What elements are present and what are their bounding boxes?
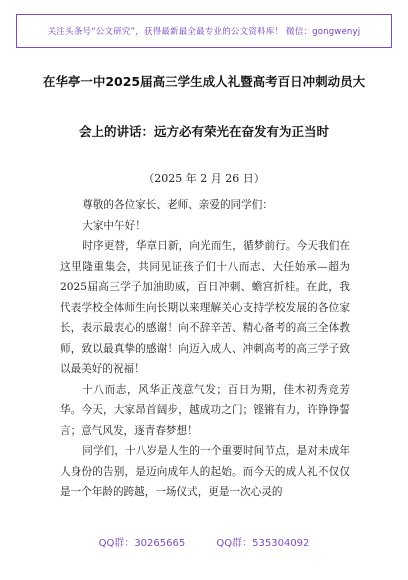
document-title-line-1: 在华亭一中2025届高三学生成人礼暨高考百日冲刺动员大 bbox=[42, 74, 366, 89]
document-date: （2025 年 2 月 26 日） bbox=[143, 172, 265, 185]
greeting: 大家中午好！ bbox=[82, 219, 146, 232]
body-paragraph: 十八而志，风华正茂意气发；百日为期，佳木初秀竞芳华。今天，大家昂首阔步，越成功之门；铿锵有力，许铮铮誓言；意气风发，逐青春梦想！ bbox=[60, 383, 350, 437]
document-title-line-2: 会上的讲话：远方必有荣光在奋发有为正当时 bbox=[78, 124, 329, 139]
header-banner: 关注头条号“公文研究”，获得最新最全最专业的公文资料库！ 微信：gongwenyj bbox=[16, 14, 392, 48]
footer-qq-group-1: QQ群：30265665 bbox=[98, 538, 186, 549]
salutation: 尊敬的各位家长、老师、亲爱的同学们： bbox=[82, 199, 273, 211]
footer-qq-group-2: QQ群：535304092 bbox=[216, 538, 310, 549]
document-body bbox=[60, 195, 350, 503]
body-paragraph: 同学们，十八岁是人生的一个重要时间节点，是对未成年人身份的告别，是迈向成年人的起始。而今天的成人礼不仅仅是一个年龄的跨越，一场仪式，更是一次心灵的 bbox=[60, 445, 350, 498]
footer bbox=[0, 534, 408, 549]
body-paragraph: 时序更替，华章日新，向光而生，循梦前行。今天我们在这里隆重集会，共同见证孩子们十八而志、大任始承—超为2025届高三学子加油助威，百日冲刺、蟾宫折桂。在此，我代表学校全体师生向长期以来理解关心支持学校发展的各位家长，表示最衷心的感谢！向不辞辛苦、精心备考的高三全体教师，致以最真挚的感谢！向迈入成人、冲刺高考的高三学子致以最美好的祝福！ bbox=[60, 240, 350, 375]
